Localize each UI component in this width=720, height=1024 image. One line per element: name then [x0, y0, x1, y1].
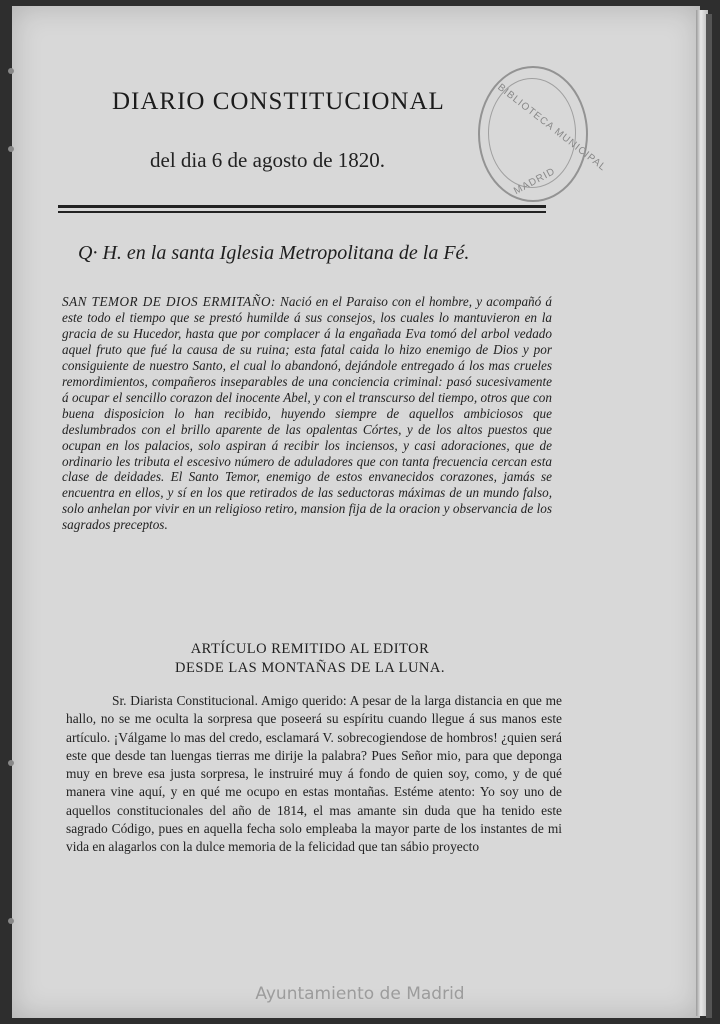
watermark: Ayuntamiento de Madrid — [255, 984, 465, 1004]
binding-hole — [8, 918, 14, 924]
header-rule — [58, 211, 546, 213]
page-edge-shadow — [706, 14, 712, 1018]
stamp-bottom-text: MADRID — [512, 165, 558, 198]
binding-hole — [8, 760, 14, 766]
dateline: del dia 6 de agosto de 1820. — [150, 148, 386, 172]
article-body: Sr. Diarista Constitucional. Amigo querido: A pesar de la larga distancia en que me hallo, no se me oculta la sorpresa que poseerá su espíritu cuando llegue á sus manos este artículo. ¡Válgame lo mas del credo, esclamará V. sobrecogiendose de hombros! ¿quien será este que desde tan luengas tierras me dirije la palabra? Pues Señor mio, para que deponga muy en breve esa justa sorpresa, le instruiré muy á fondo de quien soy, como, y de qué manera vine aquí, y en qué me ocupo en estas montañas. Estéme atento: Yo soy uno de aquellos constitucionales del año de 1814, el mas amante sin duda que ha tenido este sagrado Código, pues en aquella fecha solo empleaba la mayor parte de los instantes de mi vida en alagarlos con la dulce memoria de la felicidad que tan sábio proyecto — [66, 693, 562, 855]
italic-article — [62, 294, 552, 533]
article-title — [130, 640, 490, 678]
header-rule — [58, 205, 546, 208]
italic-article-text: Nació en el Paraiso con el hombre, y acompañó á este todo el tiempo que se prestó humilde á sus consejos, los cuales lo mantuvieron en la gracia de su Hucedor, hasta que por complacer á la engañada Eva tomó del arbol vedado aquel fruto que fué la causa de su ruina; esta fatal caida lo hizo enemigo de Dios y por consiguiente de nuestro Santo, el cual lo abandonó, dejándole entregado á los mas crueles remordimientos, compañeros inseparables de una conciencia criminal: pasó sucesivamente á ocupar el sencillo corazon del inocente Abel, y con el transcurso del tiempo, otros que con buena disposicion lo han recibido, huyendo siempre de aquellos ambiciosos que deslumbrados con el brillo aparente de las opalentas Córtes, y de los altos puestos que ocupan en los palacios, solo aspiran á recibir los inciensos, y casi adoraciones, que de ordinario les tributa el escesivo número de aduladores que con tanta frecuencia cercan esta clase de deidades. El Santo Temor, enemigo de estos envanecidos corazones, jamás se encuentra en ellos, y sí en los que retirados de las seductoras máximas de un mundo falso, solo anhelan por vivir en un religioso retiro, mansion fija de la oracion y observancia de los sagrados preceptos. — [62, 294, 552, 533]
library-stamp — [478, 66, 609, 202]
binding-hole — [8, 68, 14, 74]
italic-article-lead: SAN TEMOR DE DIOS ERMITAÑO: — [62, 294, 276, 309]
stamp-top-text: BIBLIOTECA MUNICIPAL — [495, 82, 609, 174]
article-title-line1: ARTÍCULO REMITIDO AL EDITOR — [190, 641, 430, 657]
binding-hole — [8, 146, 14, 152]
article-title-line2: DESDE LAS MONTAÑAS DE LA LUNA. — [174, 660, 445, 676]
masthead-title: DIARIO CONSTITUCIONAL — [112, 88, 445, 115]
section-heading: Q· H. en la santa Iglesia Metropolitana de la Fé. — [78, 242, 470, 264]
